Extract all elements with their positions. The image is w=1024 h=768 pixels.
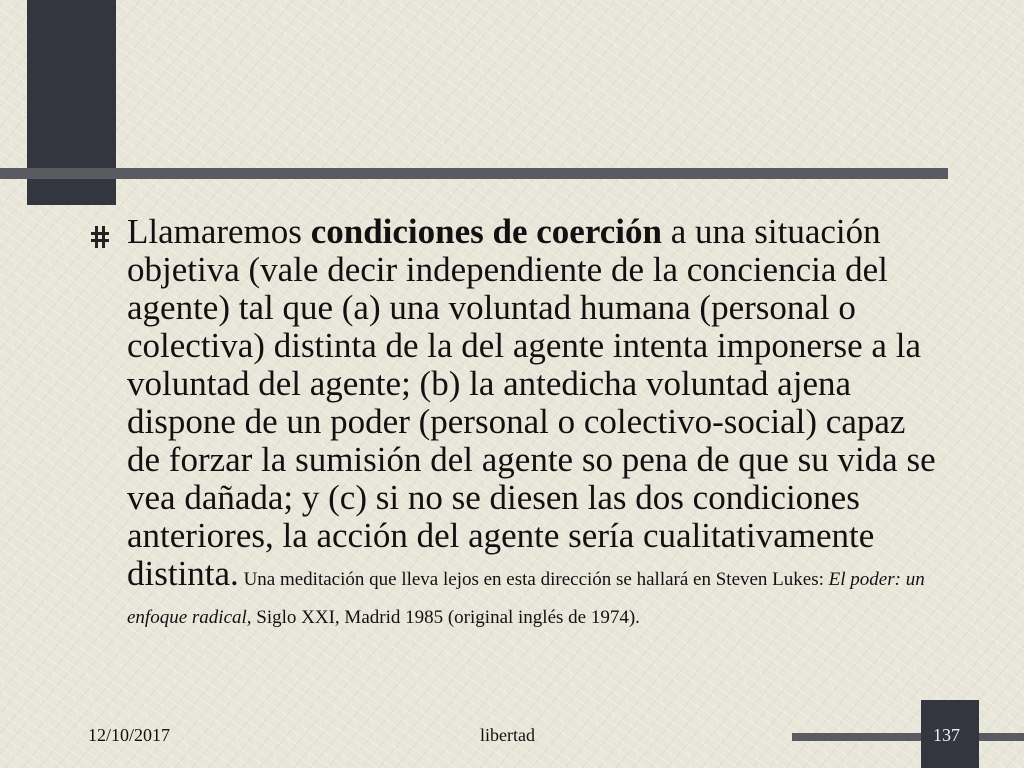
note-end: Siglo XXI, Madrid 1985 (original inglés de 1974). [251,607,640,628]
page-number: 137 [933,725,960,745]
footer-date: 12/10/2017 [88,725,171,745]
intro-text: Llamaremos [127,212,311,251]
body-text: a una situación objetiva (vale decir independiente de la conciencia del agente) tal que (a) una voluntad humana (personal o colectiva) distinta de la del agente intenta imponerse a la voluntad del agente; (b) la antedicha voluntad ajena dispone de un poder (personal o colectivo-social) capaz de forzar la sumisión del agente so pena de que su vida se vea dañada; y (c) si no se diesen las dos condiciones anteriores, la acción del agente sería cualitativamente distinta. [127,212,936,593]
slide-body [127,213,947,631]
bold-term: condiciones de coerción [310,212,662,251]
bottom-divider [792,733,1024,741]
note-intro: Una meditación que lleva lejos en esta dirección se hallará en Steven Lukes: [238,569,829,590]
footer-title: libertad [480,725,535,745]
hash-bullet-icon [91,226,109,248]
top-divider [0,168,948,179]
note-book-title: El poder: un enfoque radical, [127,569,925,628]
